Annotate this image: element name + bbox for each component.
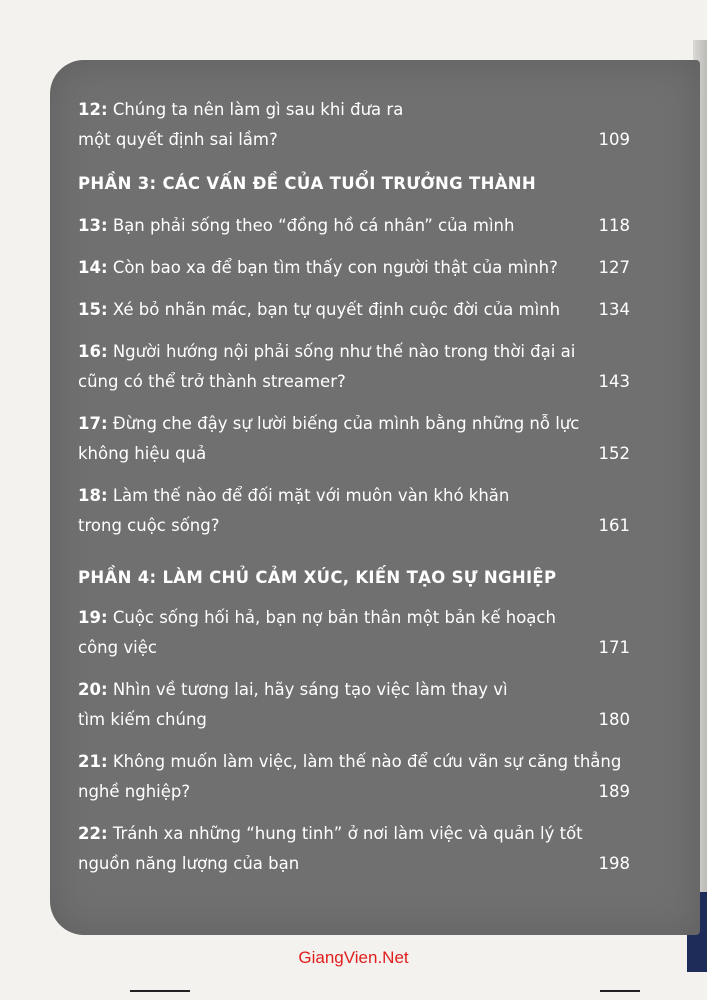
toc-entry [78,819,630,879]
toc-entry-line [78,125,630,155]
chapter-number: 19: [78,608,108,627]
chapter-title: Đừng che đậy sự lười biếng của mình bằng những nỗ lực [112,414,580,433]
toc-entry [78,95,630,155]
toc-entry [78,409,630,469]
table-of-contents [78,95,630,891]
chapter-number: 17: [78,414,108,433]
toc-entry-line [78,481,630,511]
page-number: 143 [598,372,630,391]
chapter-title: Làm thế nào để đối mặt với muôn vàn khó khăn [112,486,510,505]
chapter-title: Bạn phải sống theo “đồng hồ cá nhân” của mình [112,216,515,235]
toc-entry-line [78,511,630,541]
chapter-number: 18: [78,486,108,505]
toc-group [78,95,630,155]
chapter-number: 15: [78,300,108,319]
toc-entry-line [78,253,630,283]
page-number: 189 [598,782,630,801]
toc-entry-line [78,367,630,397]
toc-entry [78,337,630,397]
section-heading-3: PHẦN 3: CÁC VẤN ĐỀ CỦA TUỔI TRƯỞNG THÀNH [78,174,537,193]
chapter-number: 12: [78,100,108,119]
toc-entry-line [78,295,630,325]
page-number: 152 [598,444,630,463]
toc-entry [78,295,630,325]
divider [600,990,640,992]
chapter-number: 16: [78,342,108,361]
chapter-title: trong cuộc sống? [78,516,220,535]
chapter-title: Xé bỏ nhãn mác, bạn tự quyết định cuộc đời của mình [112,300,561,319]
toc-entry [78,253,630,283]
page-number: 171 [598,638,630,657]
chapter-number: 13: [78,216,108,235]
page-number: 198 [598,854,630,873]
chapter-title: Chúng ta nên làm gì sau khi đưa ra [112,100,404,119]
chapter-title: không hiệu quả [78,444,207,463]
toc-entry-line [78,337,630,367]
chapter-number: 21: [78,752,108,771]
chapter-title: công việc [78,638,157,657]
page-number: 180 [598,710,630,729]
page-number: 127 [598,258,630,277]
divider [130,990,190,992]
page-number: 134 [598,300,630,319]
toc-entry-line [78,211,630,241]
page-number: 118 [598,216,630,235]
toc-entry-line [78,819,630,849]
toc-entry-line [78,747,630,777]
section-heading-4: PHẦN 4: LÀM CHỦ CẢM XÚC, KIẾN TẠO SỰ NGHIỆP [78,568,557,587]
toc-entry-line [78,439,630,469]
toc-entry [78,747,630,807]
chapter-number: 22: [78,824,108,843]
page-number: 109 [598,130,630,149]
toc-entry-line [78,409,630,439]
page-number: 161 [598,516,630,535]
toc-entry-line [78,849,630,879]
toc-group [78,603,630,879]
chapter-title: tìm kiếm chúng [78,710,207,729]
chapter-number: 14: [78,258,108,277]
toc-entry-line [78,705,630,735]
toc-entry [78,675,630,735]
chapter-title: nguồn năng lượng của bạn [78,854,300,873]
toc-entry [78,481,630,541]
toc-entry-line [78,603,630,633]
toc-entry-line [78,95,630,125]
chapter-title: Không muốn làm việc, làm thế nào để cứu vãn sự căng thẳng [112,752,622,771]
chapter-title: Tránh xa những “hung tinh” ở nơi làm việc và quản lý tốt [112,824,583,843]
chapter-title: Cuộc sống hối hả, bạn nợ bản thân một bản kế hoạch [112,608,556,627]
toc-entry [78,211,630,241]
chapter-title: Người hướng nội phải sống như thế nào trong thời đại ai [112,342,576,361]
toc-group [78,211,630,541]
chapter-title: nghề nghiệp? [78,782,191,801]
chapter-title: một quyết định sai lầm? [78,130,278,149]
chapter-title: Nhìn về tương lai, hãy sáng tạo việc làm thay vì [112,680,508,699]
toc-entry-line [78,675,630,705]
chapter-title: Còn bao xa để bạn tìm thấy con người thật của mình? [112,258,558,277]
toc-entry-line [78,777,630,807]
toc-entry [78,603,630,663]
watermark-footer: GiangVien.Net [298,948,409,967]
chapter-title: cũng có thể trở thành streamer? [78,372,346,391]
toc-entry-line [78,633,630,663]
chapter-number: 20: [78,680,108,699]
